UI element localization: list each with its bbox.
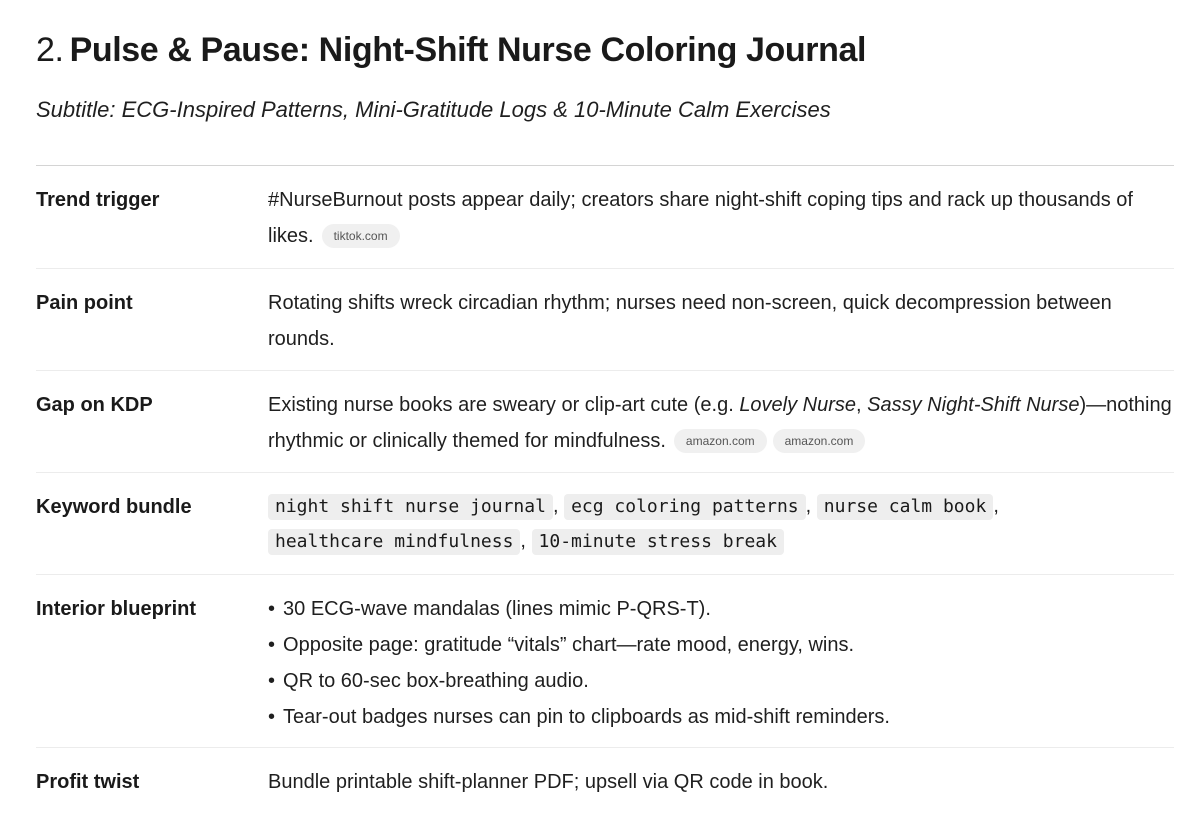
keyword-separator: ,	[520, 530, 526, 552]
row-value	[268, 473, 1174, 574]
book-title: Lovely Nurse	[739, 394, 857, 416]
table-row-gap-on-kdp	[36, 371, 1174, 473]
title-separator: ,	[856, 394, 868, 416]
section-heading	[36, 28, 1174, 72]
document-section	[36, 0, 1174, 793]
keyword-code: ecg coloring patterns	[564, 494, 806, 520]
bullet-list	[268, 591, 1174, 735]
list-item: • Opposite page: gratitude “vitals” chart—rate mood, energy, wins.	[268, 627, 1174, 663]
keyword-code: nurse calm book	[817, 494, 994, 520]
table-row-keyword-bundle	[36, 473, 1174, 575]
keyword-separator: ,	[993, 495, 999, 517]
trend-text: #NurseBurnout posts appear daily; creators share night-shift coping tips and rack up thousands of likes.	[268, 189, 1133, 247]
table-row-interior-blueprint	[36, 575, 1174, 748]
book-title: Sassy Night-Shift Nurse	[867, 394, 1080, 416]
row-label: Gap on KDP	[36, 394, 153, 416]
table-row-profit-twist	[36, 748, 1174, 818]
details-table	[36, 165, 1174, 818]
keyword-separator: ,	[552, 495, 559, 517]
keyword-code: night shift nurse journal	[268, 494, 553, 520]
row-label: Trend trigger	[36, 189, 160, 211]
table-row-trend-trigger	[36, 166, 1174, 269]
keyword-code: healthcare mindfulness	[268, 529, 520, 555]
row-label: Profit twist	[36, 771, 140, 793]
subtitle: Subtitle: ECG-Inspired Patterns, Mini-Gratitude Logs & 10-Minute Calm Exercises	[36, 97, 831, 122]
row-label: Keyword bundle	[36, 496, 192, 518]
keyword-separator: ,	[805, 495, 812, 517]
row-label: Interior blueprint	[36, 598, 196, 620]
list-item: • 30 ECG-wave mandalas (lines mimic P-QRS-T).	[268, 591, 1174, 627]
row-value: Bundle printable shift-planner PDF; upsell via QR code in book.	[268, 771, 829, 793]
section-number: 2.	[36, 31, 64, 69]
row-value: Rotating shifts wreck circadian rhythm; nurses need non-screen, quick decompression between rounds.	[268, 292, 1112, 350]
gap-text-end: )—nothing rhythmic or clinically themed for mindfulness.	[268, 394, 1172, 452]
row-value	[268, 166, 1174, 268]
row-label: Pain point	[36, 292, 133, 314]
row-value	[268, 371, 1174, 472]
table-row-pain-point	[36, 269, 1174, 371]
source-chip-link[interactable]: amazon.com	[674, 429, 767, 453]
keyword-code: 10-minute stress break	[532, 529, 784, 555]
list-item: • Tear-out badges nurses can pin to clipboards as mid-shift reminders.	[268, 699, 1174, 735]
section-title: Pulse & Pause: Night-Shift Nurse Coloring Journal	[69, 31, 867, 69]
row-value	[268, 575, 1174, 747]
list-item: • QR to 60-sec box-breathing audio.	[268, 663, 1174, 699]
source-chip-link[interactable]: amazon.com	[773, 429, 866, 453]
source-chip-link[interactable]: tiktok.com	[322, 224, 400, 248]
gap-text-start: Existing nurse books are sweary or clip-art cute (e.g.	[268, 394, 740, 416]
